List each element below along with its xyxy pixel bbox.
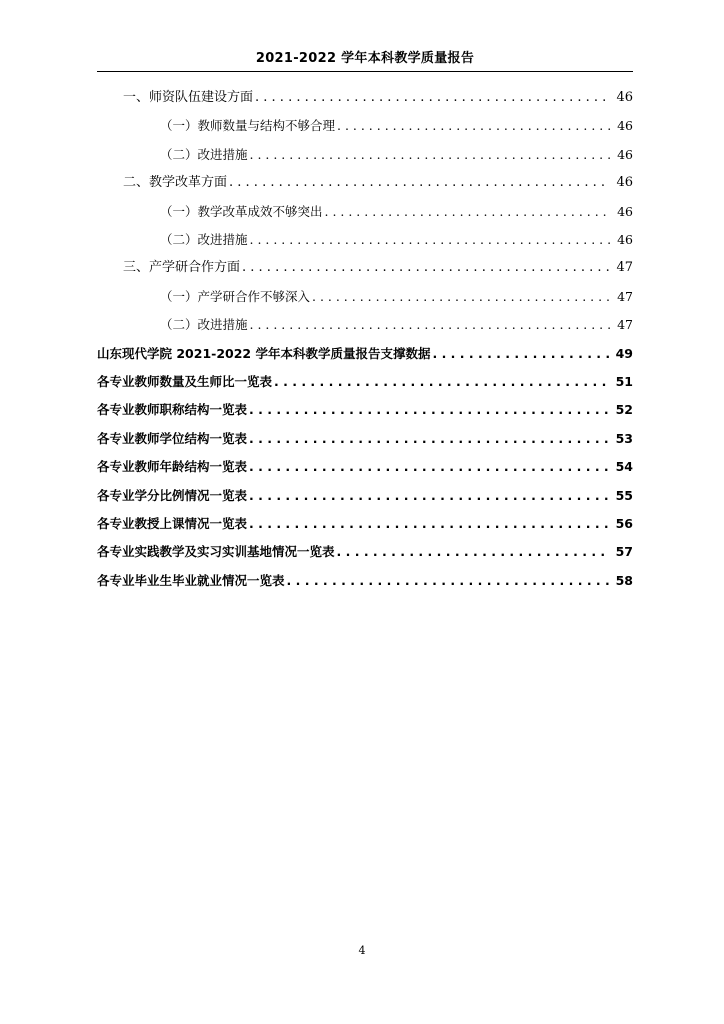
- toc-entry-page: 57: [615, 544, 633, 560]
- toc-entry-label: 各专业实践教学及实习实训基地情况一览表: [97, 544, 335, 560]
- toc-entry[interactable]: [160, 316, 633, 334]
- toc-entry[interactable]: [123, 174, 633, 192]
- toc-entry-label: 二、教学改革方面: [123, 175, 228, 191]
- toc-dot-leader: [249, 458, 610, 476]
- toc-entry-page: 53: [615, 430, 633, 446]
- toc-entry-label: 各专业学分比例情况一览表: [97, 487, 248, 503]
- toc-entry-label: （一）产学研合作不够深入: [160, 288, 311, 304]
- page-number: 4: [358, 944, 366, 957]
- toc-entry-page: 51: [615, 374, 633, 389]
- toc-dot-leader: [432, 345, 609, 363]
- toc-dot-leader: [312, 288, 611, 306]
- toc-entry-label: 各专业教授上课情况一览表: [97, 516, 248, 531]
- toc-entry-page: 46: [617, 146, 633, 162]
- toc-dot-leader: [229, 174, 610, 192]
- toc-entry-label: 山东现代学院 2021-2022 学年本科教学质量报告支撑数据: [97, 345, 431, 361]
- toc-entry[interactable]: [97, 345, 633, 363]
- toc-entry[interactable]: [97, 515, 633, 533]
- toc-entry-label: 各专业教师职称结构一览表: [97, 402, 248, 418]
- toc-dot-leader: [250, 316, 612, 334]
- toc-entry[interactable]: [160, 231, 633, 249]
- toc-dot-leader: [249, 515, 610, 533]
- toc-entry-page: 47: [617, 317, 633, 333]
- toc-entry-label: （二）改进措施: [160, 146, 248, 162]
- toc-entry-label: （一）教学改革成效不够突出: [160, 203, 323, 219]
- toc-entry[interactable]: [123, 89, 633, 107]
- toc-dot-leader: [249, 487, 610, 505]
- toc-entry-label: （二）改进措施: [160, 232, 248, 247]
- toc-dot-leader: [250, 231, 612, 249]
- toc-dot-leader: [249, 401, 610, 419]
- toc-entry-page: 46: [617, 118, 633, 134]
- toc-entry-label: 各专业教师数量及生师比一览表: [97, 374, 273, 389]
- toc-entry[interactable]: [97, 373, 633, 391]
- toc-dot-leader: [325, 203, 612, 221]
- toc-entry[interactable]: [97, 572, 633, 590]
- toc-entry[interactable]: [97, 401, 633, 419]
- toc-entry-label: 三、产学研合作方面: [123, 260, 241, 276]
- toc-entry[interactable]: [97, 487, 633, 505]
- header-rule: [97, 71, 633, 72]
- toc-dot-leader: [274, 373, 610, 391]
- toc-entry-label: （二）改进措施: [160, 317, 248, 333]
- toc-entry-page: 54: [615, 459, 633, 475]
- toc-dot-leader: [250, 146, 612, 164]
- toc-entry-page: 46: [617, 232, 633, 247]
- toc-entry-label: （一）教师数量与结构不够合理: [160, 118, 336, 134]
- toc-entry-page: 46: [616, 90, 633, 105]
- toc-entry-page: 47: [617, 288, 633, 304]
- toc-entry-label: 一、师资队伍建设方面: [123, 90, 254, 105]
- toc-entry-label: 各专业教师学位结构一览表: [97, 430, 248, 446]
- toc-dot-leader: [287, 572, 610, 590]
- toc-entry-page: 46: [617, 203, 633, 219]
- toc-entry[interactable]: [160, 117, 633, 135]
- toc-entry[interactable]: [97, 458, 633, 476]
- toc-entry-page: 47: [616, 260, 633, 276]
- toc-entry[interactable]: [160, 288, 633, 306]
- toc-entry-page: 49: [615, 345, 633, 361]
- toc-entry[interactable]: [160, 146, 633, 164]
- toc-dot-leader: [255, 89, 610, 107]
- toc-entry-page: 56: [615, 516, 633, 531]
- toc-entry-page: 52: [615, 402, 633, 418]
- page-header: 2021-2022 学年本科教学质量报告: [255, 51, 475, 66]
- toc-dot-leader: [249, 430, 610, 448]
- toc-entry-label: 各专业教师年龄结构一览表: [97, 459, 248, 475]
- toc-entry[interactable]: [97, 430, 633, 448]
- toc-entry-page: 58: [615, 572, 633, 588]
- toc-entry[interactable]: [160, 203, 633, 221]
- toc-entry[interactable]: [97, 543, 633, 561]
- toc-entry-page: 55: [615, 487, 633, 503]
- toc-dot-leader: [337, 543, 610, 561]
- toc-dot-leader: [337, 117, 611, 135]
- toc-entry-label: 各专业毕业生毕业就业情况一览表: [97, 572, 285, 588]
- toc-entry-page: 46: [616, 175, 633, 191]
- toc-entry[interactable]: [123, 259, 633, 277]
- toc-dot-leader: [242, 259, 610, 277]
